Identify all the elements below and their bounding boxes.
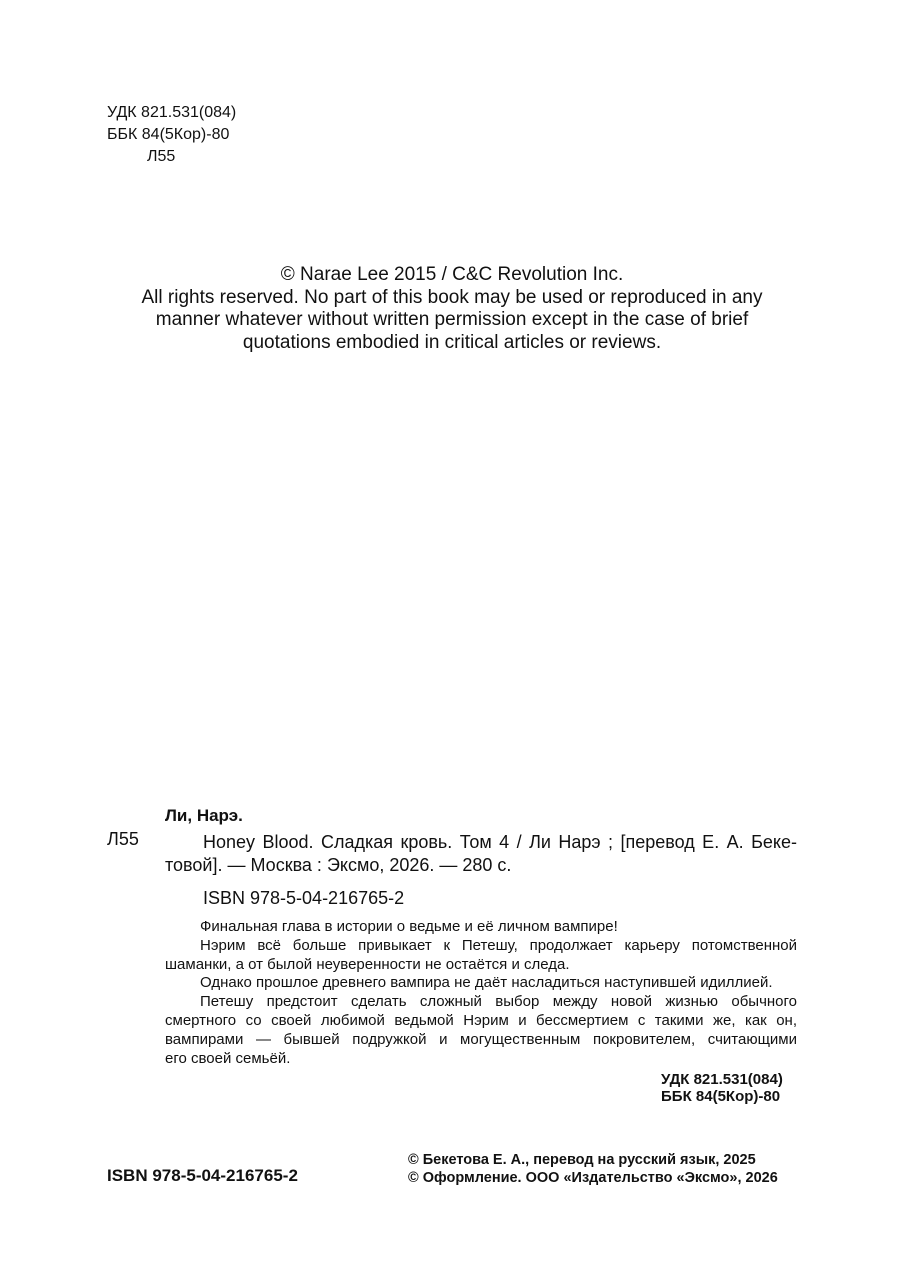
record-description-line: Honey Blood. Сладкая кровь. Том 4 / Ли Нарэ ; [перевод Е. А. Беке- (203, 832, 797, 852)
credit-translation: © Бекетова Е. А., перевод на русский язык, 2025 (408, 1152, 756, 1168)
record-author: Ли, Нарэ. (165, 806, 243, 825)
credit-design: © Оформление. ООО «Издательство «Эксмо», 2026 (408, 1170, 778, 1186)
annotation-line: Нэрим всё больше привыкает к Петешу, продолжает карьеру потомственной (200, 936, 797, 954)
udk-code: УДК 821.531(084) (107, 104, 237, 121)
annotation-paragraph: Однако прошлое древнего вампира не даёт насладиться наступившей идиллией. (200, 974, 773, 992)
annotation-line: смертного со своей любимой ведьмой Нэрим и бессмертием с такими же, как он, (165, 1011, 797, 1029)
record-isbn: ISBN 978-5-04-216765-2 (203, 888, 405, 908)
annotation-line: его своей семьёй. (165, 1049, 291, 1067)
annotation-paragraph: Финальная глава в истории о ведьме и её личном вампире! (200, 918, 618, 935)
author-mark: Л55 (147, 148, 176, 165)
copyright-notice (120, 264, 784, 354)
bbk-code-bold: ББК 84(5Кор)-80 (661, 1088, 781, 1105)
record-author-mark: Л55 (107, 829, 139, 849)
rights-line: manner whatever without written permission except in the case of brief (155, 309, 749, 330)
annotation-line: Петешу предстоит сделать сложный выбор между новой жизнью обычного (200, 993, 797, 1011)
copyright-line: © Narae Lee 2015 / C&C Revolution Inc. (280, 264, 624, 285)
annotation-line: шаманки, а от былой неуверенности не остаётся и следа. (165, 955, 570, 973)
annotation-line: вампирами — бывшей подружкой и могущественным покровителем, считающими (165, 1030, 797, 1048)
bbk-code: ББК 84(5Кор)-80 (107, 126, 230, 143)
rights-line: quotations embodied in critical articles or reviews. (242, 331, 662, 353)
footer-isbn: ISBN 978-5-04-216765-2 (107, 1166, 298, 1185)
record-description-line: товой]. — Москва : Эксмо, 2026. — 280 с. (165, 855, 512, 875)
rights-line: All rights reserved. No part of this book may be used or reproduced in any (141, 286, 763, 308)
udk-code-bold: УДК 821.531(084) (661, 1071, 783, 1088)
annotation (165, 918, 797, 1068)
